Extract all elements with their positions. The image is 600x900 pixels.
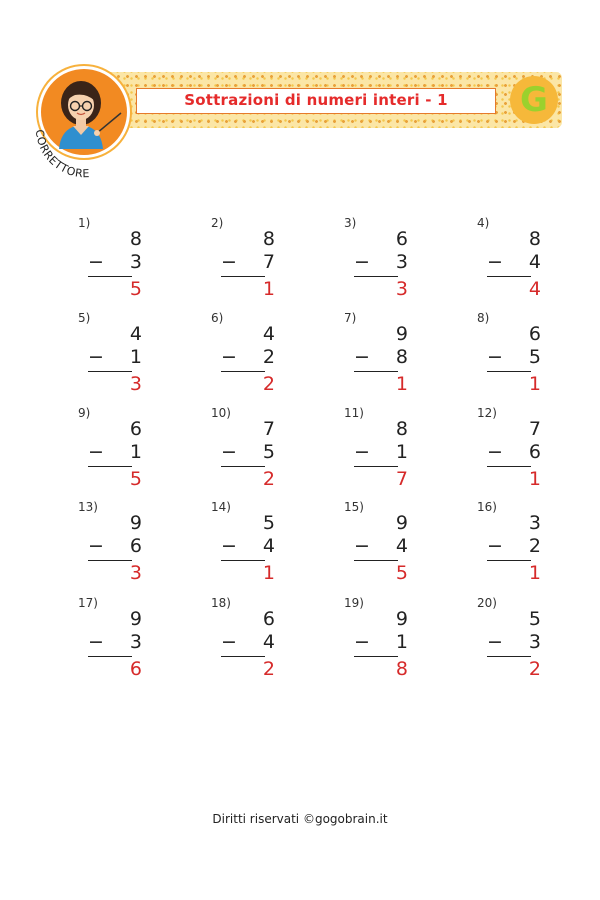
minuend: 9 xyxy=(129,608,142,630)
minuend: 8 xyxy=(262,228,275,250)
minus-sign: − xyxy=(487,346,503,368)
answer: 1 xyxy=(262,562,275,584)
problem-number: 12) xyxy=(477,406,497,420)
answer: 1 xyxy=(528,468,541,490)
minuend: 5 xyxy=(262,512,275,534)
minus-sign: − xyxy=(487,441,503,463)
result-line xyxy=(354,371,398,372)
problem-number: 14) xyxy=(211,500,231,514)
problem-number: 15) xyxy=(344,500,364,514)
subtrahend: 3 xyxy=(395,251,408,273)
result-line xyxy=(221,560,265,561)
result-line xyxy=(221,276,265,277)
minuend: 6 xyxy=(528,323,541,345)
answer: 5 xyxy=(395,562,408,584)
subtraction-problem xyxy=(78,311,168,401)
gogobrain-logo: G xyxy=(510,76,558,124)
page-title: Sottrazioni di numeri interi - 1 xyxy=(136,88,496,114)
minus-sign: − xyxy=(221,631,237,653)
subtrahend: 5 xyxy=(528,346,541,368)
problem-number: 6) xyxy=(211,311,224,325)
minus-sign: − xyxy=(354,441,370,463)
result-line xyxy=(88,466,132,467)
minus-sign: − xyxy=(221,535,237,557)
subtrahend: 6 xyxy=(129,535,142,557)
minus-sign: − xyxy=(221,346,237,368)
problem-number: 10) xyxy=(211,406,231,420)
problem-number: 13) xyxy=(78,500,98,514)
problem-number: 4) xyxy=(477,216,490,230)
subtraction-problem xyxy=(344,500,434,590)
subtrahend: 4 xyxy=(262,631,275,653)
subtraction-problem xyxy=(344,596,434,686)
subtraction-problem xyxy=(344,216,434,306)
answer: 5 xyxy=(129,278,142,300)
answer: 7 xyxy=(395,468,408,490)
minuend: 8 xyxy=(395,418,408,440)
subtrahend: 1 xyxy=(129,346,142,368)
minuend: 7 xyxy=(262,418,275,440)
problem-number: 1) xyxy=(78,216,91,230)
result-line xyxy=(487,560,531,561)
answer: 3 xyxy=(395,278,408,300)
minuend: 3 xyxy=(528,512,541,534)
subtraction-problem xyxy=(78,216,168,306)
minus-sign: − xyxy=(88,346,104,368)
answer: 1 xyxy=(395,373,408,395)
subtraction-problem xyxy=(477,406,567,496)
subtrahend: 4 xyxy=(262,535,275,557)
answer: 3 xyxy=(129,373,142,395)
subtraction-problem xyxy=(211,311,301,401)
result-line xyxy=(354,466,398,467)
minus-sign: − xyxy=(221,251,237,273)
answer: 2 xyxy=(528,658,541,680)
minuend: 6 xyxy=(129,418,142,440)
problem-number: 20) xyxy=(477,596,497,610)
copyright-footer: Diritti riservati ©gogobrain.it xyxy=(212,812,388,826)
subtrahend: 3 xyxy=(528,631,541,653)
subtrahend: 4 xyxy=(528,251,541,273)
minus-sign: − xyxy=(88,631,104,653)
result-line xyxy=(221,466,265,467)
subtrahend: 1 xyxy=(395,441,408,463)
answer: 1 xyxy=(528,373,541,395)
subtraction-problem xyxy=(477,500,567,590)
subtraction-problem xyxy=(344,311,434,401)
problem-number: 7) xyxy=(344,311,357,325)
subtraction-problem xyxy=(211,596,301,686)
result-line xyxy=(354,560,398,561)
result-line xyxy=(88,276,132,277)
answer: 5 xyxy=(129,468,142,490)
subtraction-problem xyxy=(211,500,301,590)
minuend: 7 xyxy=(528,418,541,440)
answer: 2 xyxy=(262,468,275,490)
minuend: 6 xyxy=(262,608,275,630)
minus-sign: − xyxy=(354,535,370,557)
minuend: 6 xyxy=(395,228,408,250)
problem-number: 11) xyxy=(344,406,364,420)
result-line xyxy=(88,560,132,561)
subtraction-problem xyxy=(78,500,168,590)
subtraction-problem xyxy=(78,596,168,686)
minus-sign: − xyxy=(354,251,370,273)
minuend: 5 xyxy=(528,608,541,630)
subtraction-problem xyxy=(211,216,301,306)
problem-number: 18) xyxy=(211,596,231,610)
result-line xyxy=(88,371,132,372)
problem-number: 9) xyxy=(78,406,91,420)
correttore-badge xyxy=(22,80,142,190)
result-line xyxy=(354,656,398,657)
minus-sign: − xyxy=(487,535,503,557)
problem-number: 5) xyxy=(78,311,91,325)
minus-sign: − xyxy=(88,441,104,463)
result-line xyxy=(221,656,265,657)
minuend: 9 xyxy=(395,323,408,345)
minuend: 4 xyxy=(262,323,275,345)
result-line xyxy=(221,371,265,372)
answer: 3 xyxy=(129,562,142,584)
subtrahend: 7 xyxy=(262,251,275,273)
subtrahend: 2 xyxy=(528,535,541,557)
subtrahend: 6 xyxy=(528,441,541,463)
result-line xyxy=(487,276,531,277)
subtraction-problem xyxy=(211,406,301,496)
subtrahend: 8 xyxy=(395,346,408,368)
subtrahend: 5 xyxy=(262,441,275,463)
minus-sign: − xyxy=(354,346,370,368)
problem-number: 8) xyxy=(477,311,490,325)
minus-sign: − xyxy=(88,251,104,273)
minuend: 8 xyxy=(129,228,142,250)
subtrahend: 2 xyxy=(262,346,275,368)
subtrahend: 1 xyxy=(129,441,142,463)
subtrahend: 3 xyxy=(129,631,142,653)
correttore-label: CORRETTORE xyxy=(32,128,91,181)
result-line xyxy=(487,656,531,657)
answer: 8 xyxy=(395,658,408,680)
answer: 2 xyxy=(262,373,275,395)
problem-number: 17) xyxy=(78,596,98,610)
problem-number: 16) xyxy=(477,500,497,514)
minuend: 9 xyxy=(395,512,408,534)
minus-sign: − xyxy=(221,441,237,463)
minus-sign: − xyxy=(487,631,503,653)
answer: 6 xyxy=(129,658,142,680)
minuend: 4 xyxy=(129,323,142,345)
minus-sign: − xyxy=(88,535,104,557)
answer: 1 xyxy=(262,278,275,300)
answer: 4 xyxy=(528,278,541,300)
answer: 1 xyxy=(528,562,541,584)
subtrahend: 1 xyxy=(395,631,408,653)
subtraction-problem xyxy=(477,216,567,306)
minuend: 8 xyxy=(528,228,541,250)
result-line xyxy=(487,371,531,372)
minus-sign: − xyxy=(487,251,503,273)
result-line xyxy=(354,276,398,277)
subtrahend: 4 xyxy=(395,535,408,557)
minuend: 9 xyxy=(129,512,142,534)
svg-text:CORRETTORE xyxy=(33,129,90,180)
problem-number: 3) xyxy=(344,216,357,230)
result-line xyxy=(88,656,132,657)
subtraction-problem xyxy=(78,406,168,496)
minuend: 9 xyxy=(395,608,408,630)
subtraction-problem xyxy=(344,406,434,496)
subtraction-problem xyxy=(477,311,567,401)
answer: 2 xyxy=(262,658,275,680)
minus-sign: − xyxy=(354,631,370,653)
subtrahend: 3 xyxy=(129,251,142,273)
problem-number: 2) xyxy=(211,216,224,230)
subtraction-problem xyxy=(477,596,567,686)
result-line xyxy=(487,466,531,467)
problem-number: 19) xyxy=(344,596,364,610)
